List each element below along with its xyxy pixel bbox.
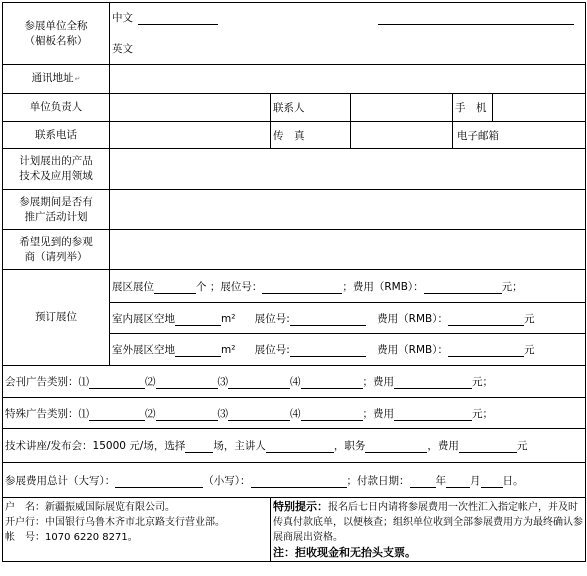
contact-label: 联系人 (271, 94, 351, 122)
person-field[interactable] (110, 94, 271, 122)
notice-note: 拒收现金和无抬头支票。 (295, 546, 416, 559)
booking-line-2[interactable]: 室内展区空地 m² 展位号: 费用（RMB）： 元 (110, 303, 586, 334)
total-row[interactable]: 参展费用总计（大写）： （小写）： ；付款日期： 年 月 日。 (3, 463, 586, 498)
booking-line-3[interactable]: 室外展区空地 m² 展位号: 费用（RMB）： 元 (110, 334, 586, 366)
bank-account-number: 帐 号：1070 6220 8271。 (5, 532, 138, 543)
address-field[interactable] (110, 65, 586, 94)
fax-field[interactable] (351, 122, 453, 149)
promo-label: 参展期间是否有 推广活动计划 (3, 190, 110, 230)
notice-body: 报名后七日内请将参展费用一次性汇入指定帐户，并及时传真付款底单，以便核查；组织单位收到全部参展费用方为最终确认参展商展出资格。 (273, 502, 583, 543)
bank-info (3, 498, 271, 562)
company-cn-field[interactable] (110, 3, 586, 33)
catalog-ad-row[interactable]: 会刊广告类别：⑴ ⑵ ⑶ ⑷ ；费用 元； (3, 366, 586, 398)
company-cn-label: 中文 (112, 12, 133, 25)
phone-field[interactable] (110, 122, 271, 149)
promo-field[interactable] (110, 190, 586, 230)
products-label: 计划展出的产品 技术及应用领域 (3, 149, 110, 190)
booking-line-1[interactable]: 展区展位 个 ；展位号： ；费用（RMB）： 元； (110, 270, 586, 303)
mobile-label: 手 机 (453, 94, 493, 122)
notice-title: 特别提示： (273, 500, 328, 513)
visitors-field[interactable] (110, 230, 586, 270)
bank-name: 开户行：中国银行乌鲁木齐市北京路支行营业部。 (5, 517, 225, 528)
company-name-label: 参展单位全称 （楣板名称） (3, 3, 110, 65)
booking-label: 预订展位 (3, 270, 110, 366)
special-notice (271, 498, 586, 562)
mobile-field[interactable] (493, 94, 586, 122)
special-ad-row[interactable]: 特殊广告类别：⑴ ⑵ ⑶ ⑷ ；费用 元； (3, 398, 586, 429)
person-label: 单位负责人 (3, 94, 110, 122)
lecture-row[interactable]: 技术讲座/发布会：15000 元/场，选择 场，主讲人 ，职务 ，费用 元 (3, 429, 586, 463)
registration-form-table (2, 2, 586, 562)
company-en-field[interactable] (110, 33, 586, 65)
products-field[interactable] (110, 149, 586, 190)
email-label: 电子邮箱 (453, 122, 586, 149)
phone-label: 联系电话 (3, 122, 110, 149)
visitors-label: 希望见到的参观 商（请列举） (3, 230, 110, 270)
notice-note-label: 注： (273, 546, 295, 559)
company-en-label: 英文 (112, 42, 133, 55)
address-label: 通讯地址↵ (3, 65, 110, 94)
fax-label: 传 真 (271, 122, 351, 149)
contact-field[interactable] (351, 94, 453, 122)
bank-account-name: 户 名：新疆振威国际展览有限公司。 (5, 502, 175, 513)
